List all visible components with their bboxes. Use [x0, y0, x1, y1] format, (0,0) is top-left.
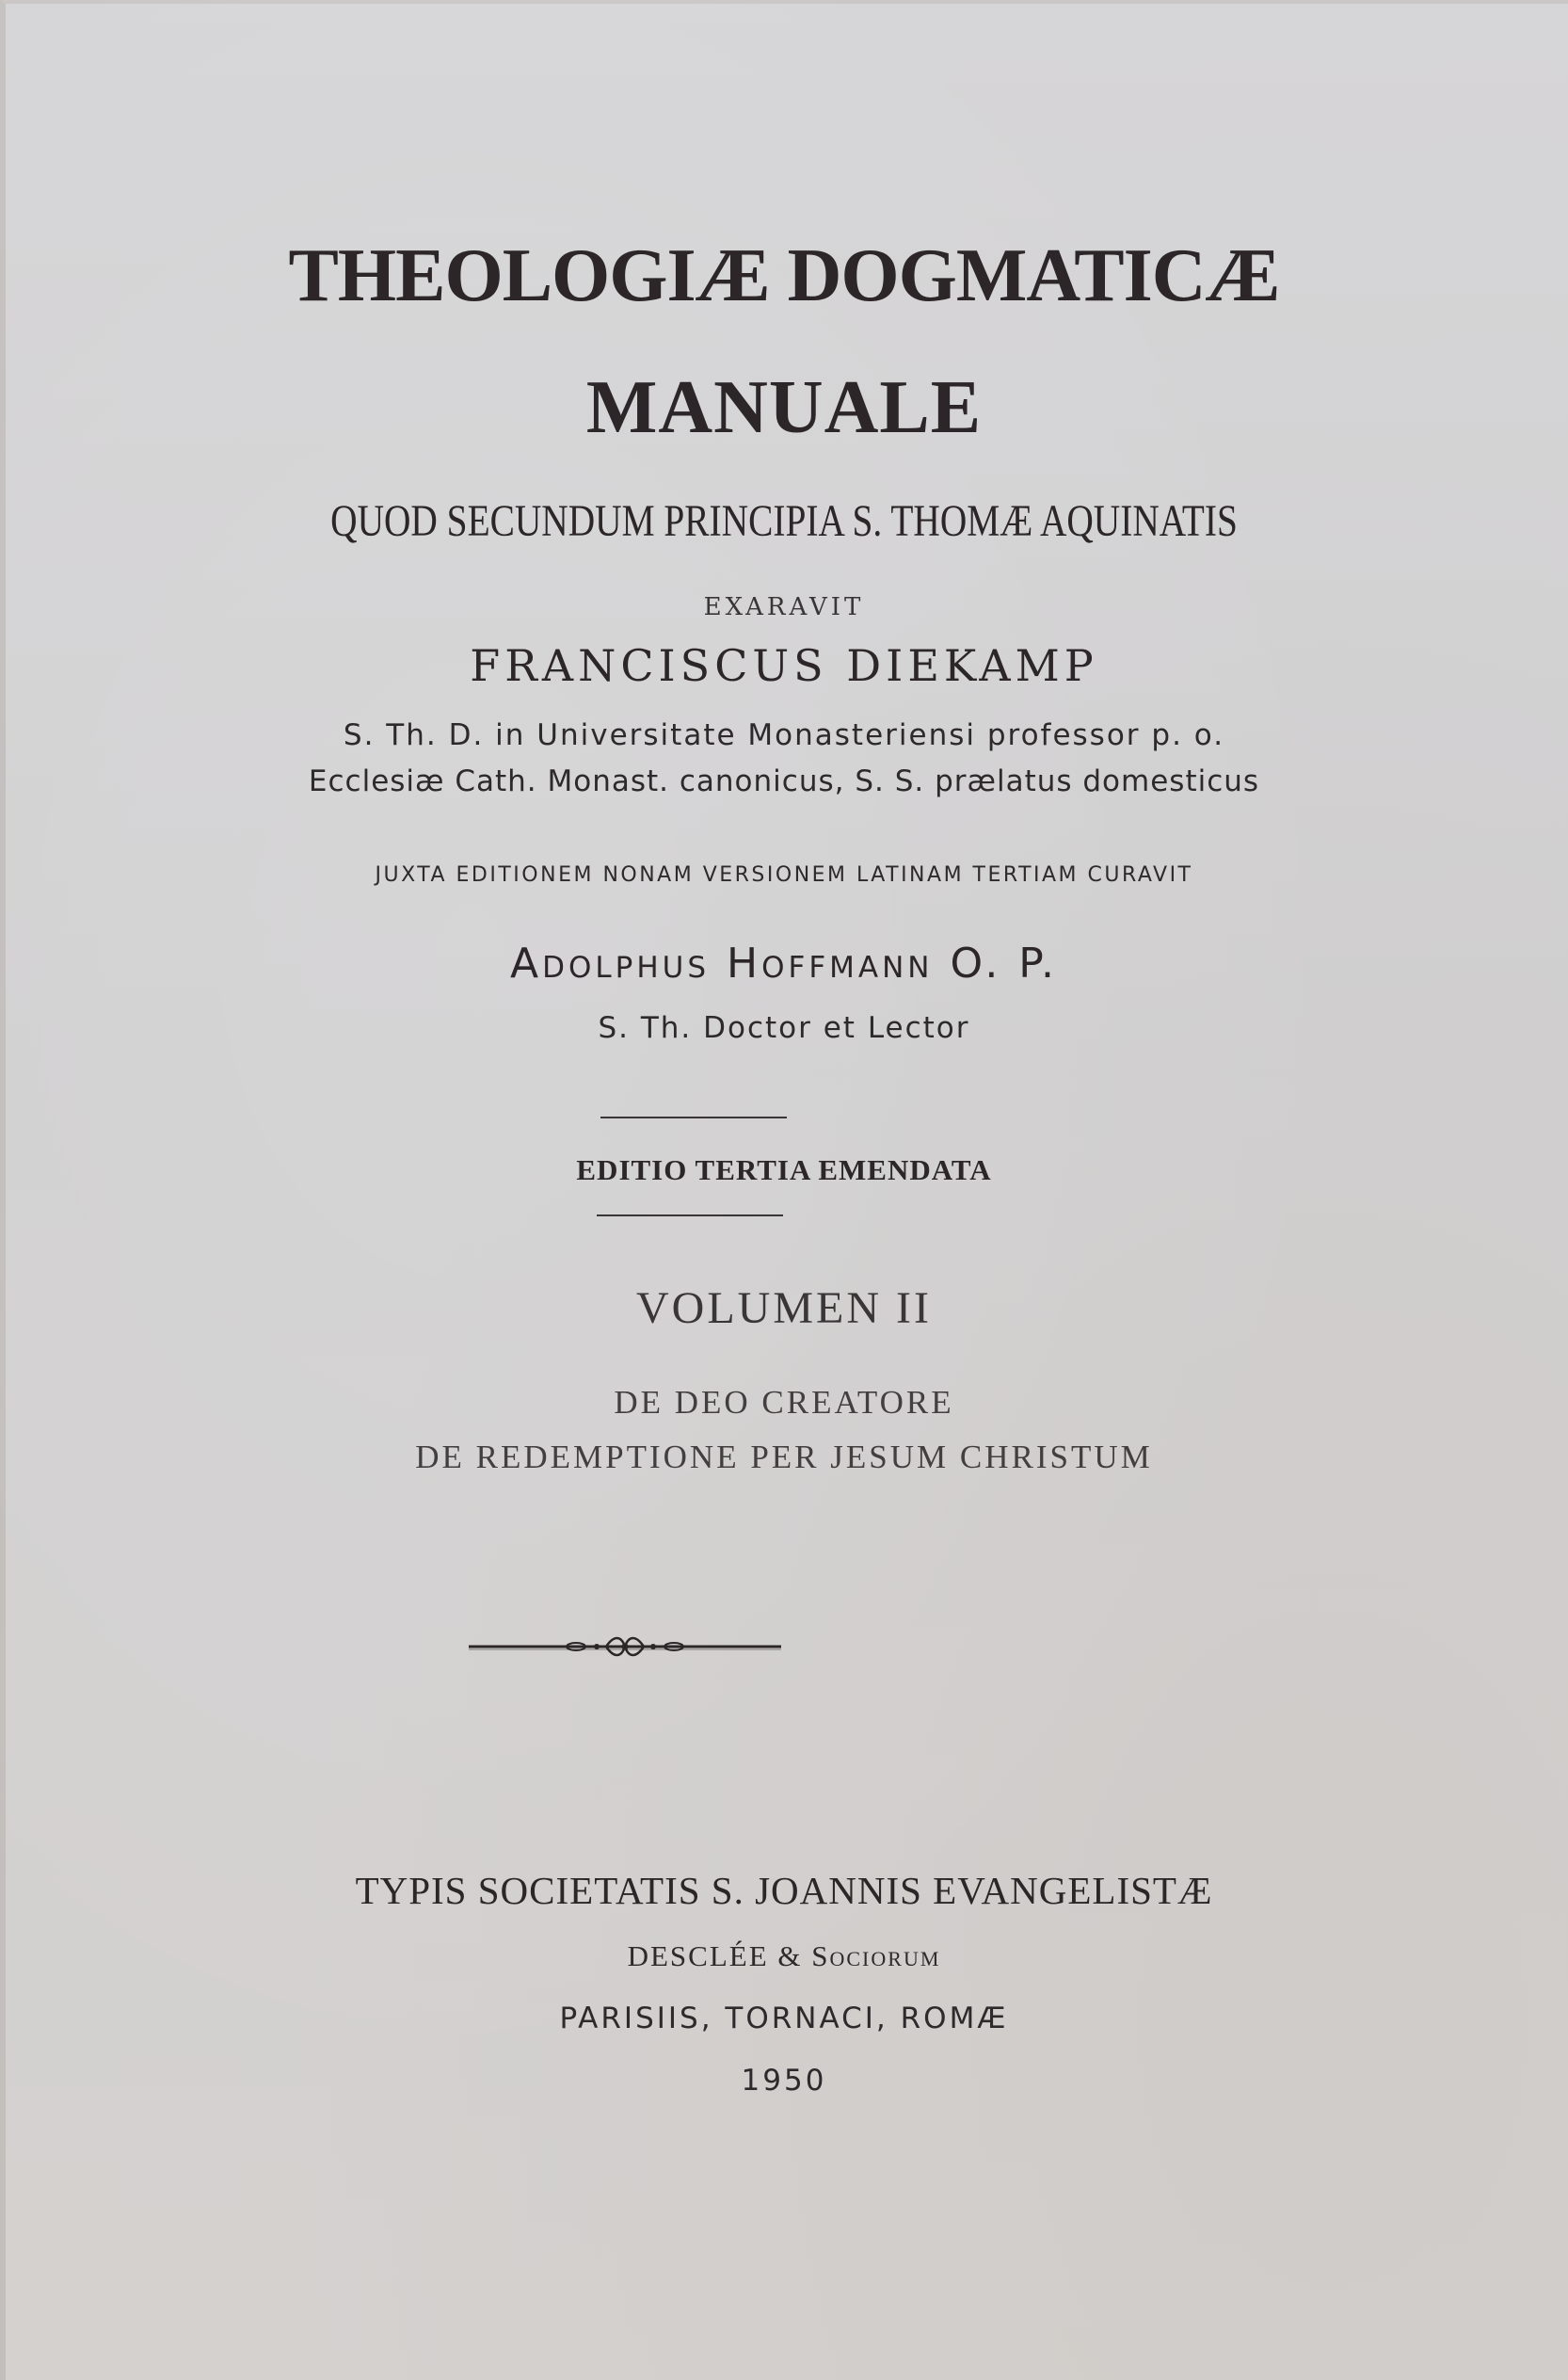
- author-credential-1: S. Th. D. in Universitate Monasteriensi professor p. o.: [343, 718, 1225, 752]
- volume-topic-2: DE REDEMPTIONE PER JESUM CHRISTUM: [415, 1439, 1153, 1475]
- imprint-year: 1950: [741, 2064, 827, 2098]
- editor-note: JUXTA EDITIONEM NONAM VERSIONEM LATINAM TERTIAM CURAVIT: [375, 863, 1193, 887]
- title-line-2: MANUALE: [585, 366, 983, 449]
- volume-label: VOLUMEN II: [636, 1283, 932, 1333]
- divider-rule-bottom: [597, 1214, 783, 1216]
- volume-topic-1: DE DEO CREATORE: [614, 1384, 954, 1421]
- edition-label: EDITIO TERTIA EMENDATA: [576, 1153, 992, 1186]
- subtitle: QUOD SECUNDUM PRINCIPIA S. THOMÆ AQUINATIS: [330, 496, 1238, 546]
- author-credential-2: Ecclesiæ Cath. Monast. canonicus, S. S. prælatus domesticus: [308, 764, 1260, 798]
- author-name: FRANCISCUS DIEKAMP: [470, 640, 1098, 691]
- imprint-cities: PARISIIS, TORNACI, ROMÆ: [559, 2002, 1009, 2035]
- editor-name: Adolphus Hoffmann O. P.: [510, 940, 1058, 988]
- imprint-publisher: DESCLÉE & Sociorum: [627, 1939, 941, 1972]
- title-line-1: THEOLOGIÆ DOGMATICÆ: [288, 234, 1280, 317]
- imprint-printer: TYPIS SOCIETATIS S. JOANNIS EVANGELISTÆ: [355, 1869, 1213, 1912]
- editor-credential: S. Th. Doctor et Lector: [598, 1011, 970, 1045]
- ornament-divider-icon: [465, 1632, 785, 1661]
- exaravit-label: EXARAVIT: [703, 593, 865, 621]
- divider-rule-top: [600, 1117, 787, 1118]
